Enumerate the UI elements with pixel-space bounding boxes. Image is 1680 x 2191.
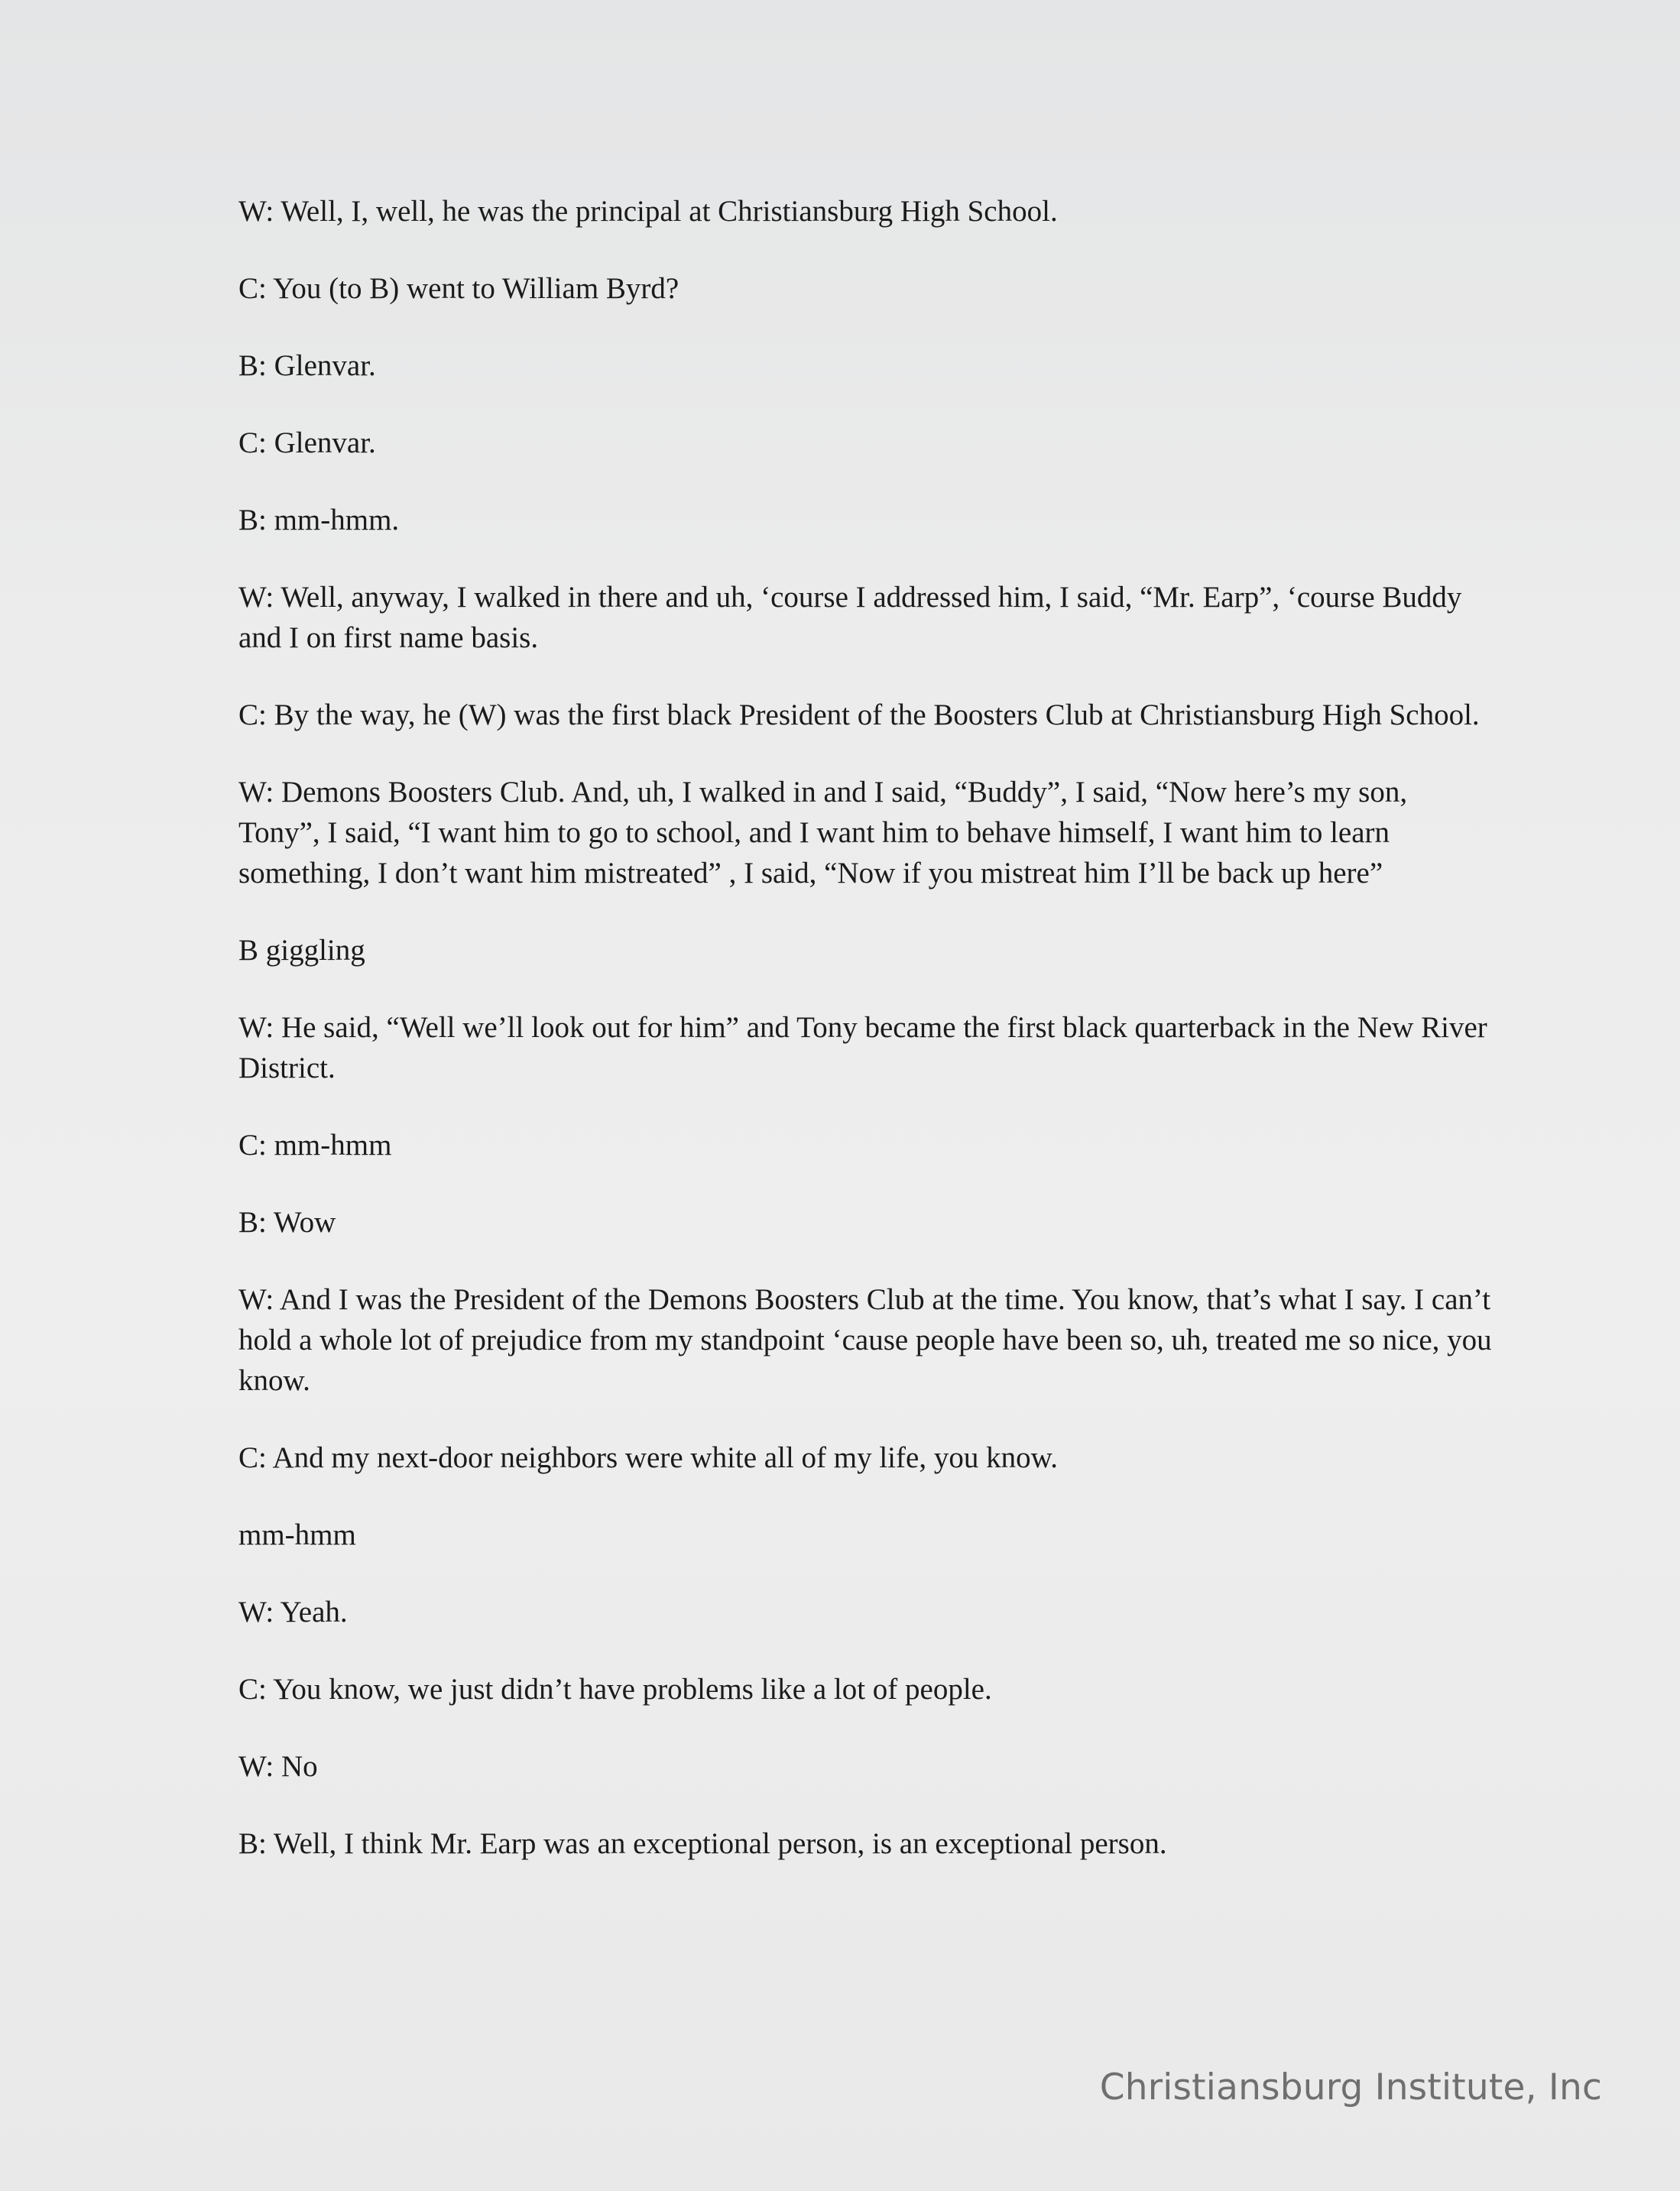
transcript-paragraph: C: You know, we just didn’t have problems like a lot of people. xyxy=(238,1673,992,1706)
transcript-paragraph: C: mm-hmm xyxy=(238,1129,392,1162)
transcript-paragraph: C: And my next-door neighbors were white all of my life, you know. xyxy=(238,1441,1058,1474)
transcript-paragraph: W: Demons Boosters Club. And, uh, I walked in and I said, “Buddy”, I said, “Now here’s my son, Tony”, I said, “I want him to go to school, and I want him to behave himself, I want him to learn something, I don’t want him mistreated” , I said, “Now if you mistreat him I’ll be back up here” xyxy=(238,776,1408,890)
transcript-paragraph: W: And I was the President of the Demons Boosters Club at the time. You know, that’s what I say. I can’t hold a whole lot of prejudice from my standpoint ‘cause people have been so, uh, treated me so nice, you know. xyxy=(238,1283,1492,1397)
transcript-paragraph: B: Glenvar. xyxy=(238,349,376,382)
watermark-text: Christiansburg Institute, Inc xyxy=(1099,2066,1602,2108)
transcript-paragraph: B: mm-hmm. xyxy=(238,504,400,536)
interview-transcript xyxy=(238,191,1492,1901)
transcript-paragraph: W: Well, anyway, I walked in there and uh, ‘course I addressed him, I said, “Mr. Earp”, ‘course Buddy and I on first name basis. xyxy=(238,581,1462,654)
transcript-paragraph: C: By the way, he (W) was the first black President of the Boosters Club at Christiansburg High School. xyxy=(238,698,1480,731)
transcript-paragraph: B giggling xyxy=(238,934,365,967)
transcript-paragraph: C: You (to B) went to William Byrd? xyxy=(238,272,679,305)
transcript-paragraph: B: Wow xyxy=(238,1206,336,1239)
transcript-paragraph: W: No xyxy=(238,1750,318,1783)
transcript-paragraph: W: Yeah. xyxy=(238,1596,348,1629)
transcript-paragraph: B: Well, I think Mr. Earp was an exceptional person, is an exceptional person. xyxy=(238,1827,1167,1860)
transcript-paragraph: W: He said, “Well we’ll look out for him” and Tony became the first black quarterback in the New River District. xyxy=(238,1011,1487,1084)
transcript-paragraph: W: Well, I, well, he was the principal at Christiansburg High School. xyxy=(238,195,1058,228)
transcript-paragraph: C: Glenvar. xyxy=(238,426,376,459)
transcript-paragraph: mm-hmm xyxy=(238,1518,356,1551)
